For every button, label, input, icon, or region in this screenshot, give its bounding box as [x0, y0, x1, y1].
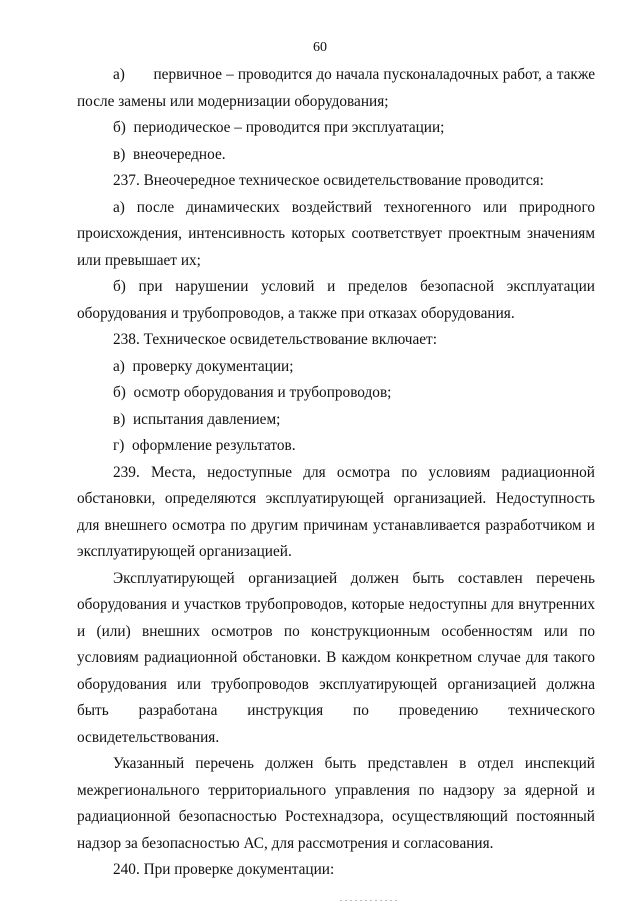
paragraph-9: б) осмотр оборудования и трубопроводов; — [113, 384, 392, 401]
document-body — [77, 62, 595, 884]
paragraph-3: в) внеочередное. — [113, 145, 226, 163]
paragraph-13: Эксплуатирующей организацией должен быть составлен перечень оборудования и участков трубопроводов, которые недоступны для внутренних и (или) внешних осмотров по конструкционным особенностям или по условиям радиационной обстановки. В каждом конкретном случае для такого оборудования или трубопроводов эксплуатирующей организацией должна быть разработана инструкция по проведению технического освидетельствования. — [77, 569, 595, 746]
paragraph-8: а) проверку документации; — [113, 357, 294, 375]
page-number: 60 — [313, 40, 327, 55]
scan-artifact — [340, 900, 400, 901]
paragraph-2: б) периодическое – проводится при эксплуатации; — [113, 119, 445, 136]
paragraph-15: 240. При проверке документации: — [113, 861, 335, 878]
paragraph-4: 237. Внеочередное техническое освидетельствование проводится: — [113, 172, 544, 189]
paragraph-6: б) при нарушении условий и пределов безопасной эксплуатации оборудования и трубопроводов, а также при отказах оборудования. — [77, 278, 595, 322]
paragraph-10: в) испытания давлением; — [113, 410, 281, 428]
paragraph-1: а) первичное – проводится до начала пусконаладочных работ, а также после замены или модернизации оборудования; — [77, 66, 595, 110]
paragraph-12: 239. Места, недоступные для осмотра по условиям радиационной обстановки, определяются эксплуатирующей организацией. Недоступность для внешнего осмотра по другим причинам устанавливается разработчиком и эксплуатирующей организацией. — [77, 463, 595, 560]
paragraph-7: 238. Техническое освидетельствование включает: — [113, 331, 437, 348]
paragraph-11: г) оформление результатов. — [113, 437, 296, 454]
paragraph-5: а) после динамических воздействий техногенного или природного происхождения, интенсивность которых соответствует проектным значениям или превышает их; — [77, 198, 595, 269]
paragraph-14: Указанный перечень должен быть представлен в отдел инспекций межрегионального территориального управления по надзору за ядерной и радиационной безопасностью Ростехнадзора, осуществляющий постоянный надзор за безопасностью АС, для рассмотрения и согласования. — [77, 755, 595, 852]
